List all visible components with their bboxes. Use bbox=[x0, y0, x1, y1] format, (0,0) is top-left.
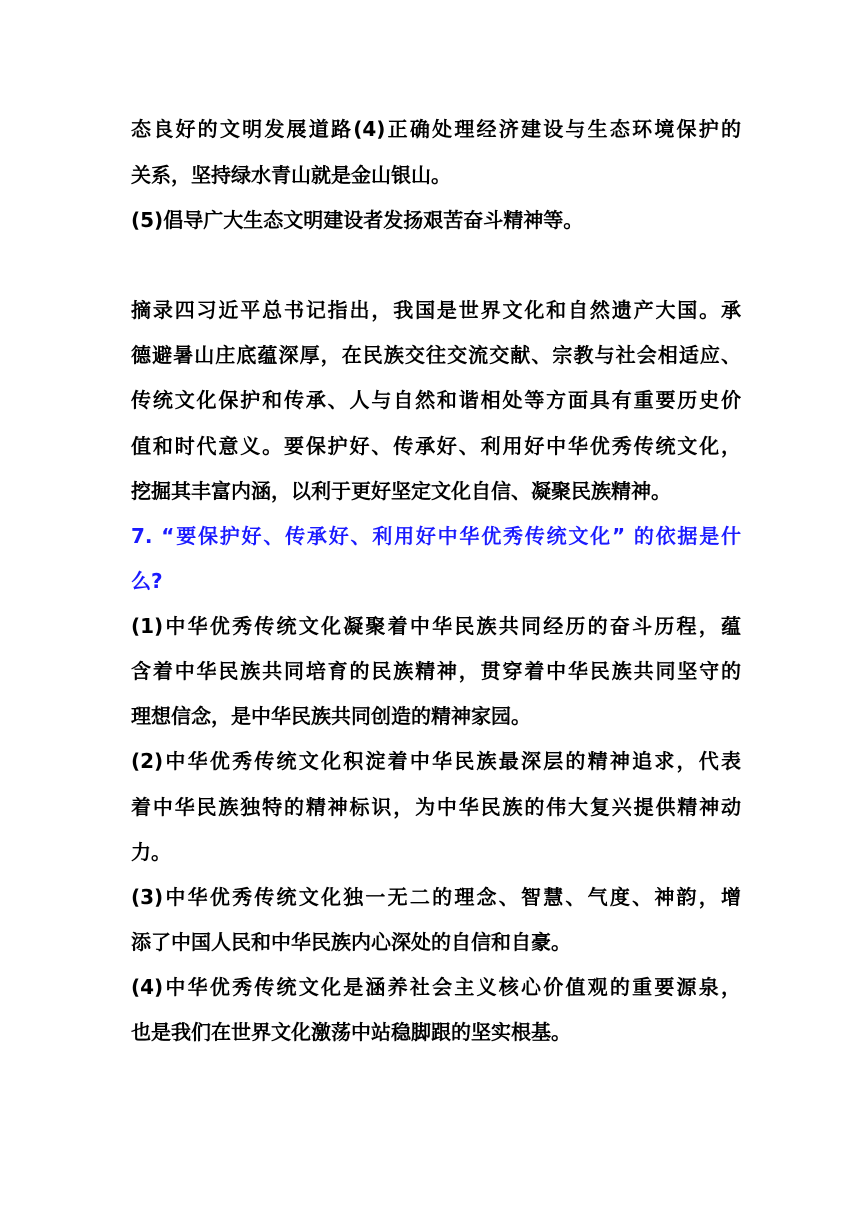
text-line: 传统文化保护和传承、人与自然和谐相处等方面具有重要历史价 bbox=[131, 388, 741, 412]
text-line: 关系，坚持绿水青山就是金山银山。 bbox=[131, 163, 451, 187]
text-line: 值和时代意义。要保护好、传承好、利用好中华优秀传统文化， bbox=[131, 434, 741, 458]
question-heading: 么? bbox=[131, 569, 163, 593]
text-line: (5)倡导广大生态文明建设者发扬艰苦奋斗精神等。 bbox=[131, 208, 584, 232]
answer-line: (2)中华优秀传统文化积淀着中华民族最深层的精神追求，代表 bbox=[131, 749, 741, 773]
answer-line: 含着中华民族共同培育的民族精神，贯穿着中华民族共同坚守的 bbox=[131, 659, 741, 683]
answer-line: (1)中华优秀传统文化凝聚着中华民族共同经历的奋斗历程，蕴 bbox=[131, 614, 741, 638]
answer-line: 添了中国人民和中华民族内心深处的自信和自豪。 bbox=[131, 930, 571, 954]
answer-line: 理想信念，是中华民族共同创造的精神家园。 bbox=[131, 704, 531, 728]
answer-line: (4)中华优秀传统文化是涵养社会主义核心价值观的重要源泉， bbox=[131, 975, 741, 999]
answer-line: 也是我们在世界文化激荡中站稳脚跟的坚实根基。 bbox=[131, 1020, 571, 1044]
answer-line: 着中华民族独特的精神标识，为中华民族的伟大复兴提供精神动 bbox=[131, 795, 741, 819]
answer-line: (3)中华优秀传统文化独一无二的理念、智慧、气度、神韵，增 bbox=[131, 885, 741, 909]
question-heading: 7. “要保护好、传承好、利用好中华优秀传统文化” 的依据是什 bbox=[131, 524, 741, 548]
text-line: 德避暑山庄底蕴深厚，在民族交往交流交献、宗教与社会相适应、 bbox=[131, 343, 741, 367]
text-line: 态良好的文明发展道路(4)正确处理经济建设与生态环境保护的 bbox=[131, 117, 741, 141]
text-line: 挖掘其丰富内涵，以利于更好坚定文化自信、凝聚民族精神。 bbox=[131, 479, 671, 503]
answer-line: 力。 bbox=[131, 840, 171, 864]
text-line: 摘录四习近平总书记指出，我国是世界文化和自然遗产大国。承 bbox=[131, 298, 741, 322]
